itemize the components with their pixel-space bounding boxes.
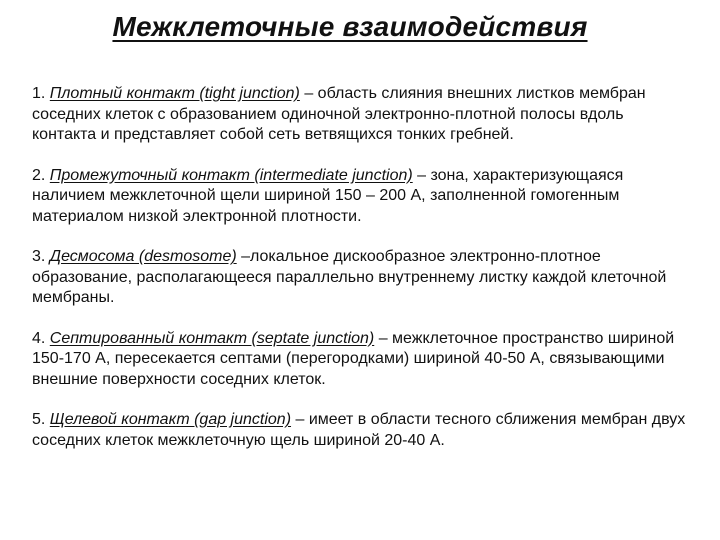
list-item-desmosome	[32, 247, 692, 309]
item-number: 5.	[32, 411, 50, 428]
list-item-intermediate-junction	[32, 166, 692, 228]
item-term: Промежуточный контакт (intermediate junction)	[49, 166, 413, 184]
item-number: 1.	[32, 85, 50, 102]
junction-list	[32, 84, 692, 471]
slide-title: Межклеточные взаимодействия	[112, 11, 588, 42]
item-number: 4.	[32, 329, 50, 347]
item-description: – зона, характеризующаяся наличием межклеточной щели шириной 150 – 200 А, заполненной гомогенным материалом низкой электронной плотности.	[32, 166, 624, 225]
item-term: Щелевой контакт (gap junction)	[49, 411, 292, 428]
list-item-tight-junction	[32, 84, 692, 146]
item-number: 2.	[32, 166, 50, 184]
item-description: –локальное дискообразное электронно-плотное образование, располагающееся параллельно внутреннему листку каждой клеточной мембраны.	[32, 248, 667, 306]
item-description: – межклеточное пространство шириной 150-170 А, пересекается септами (перегородками) шириной 40-50 А, связывающими внешние поверхности соседних клеток.	[32, 329, 675, 388]
list-item-gap-junction	[32, 410, 692, 451]
item-number: 3.	[32, 248, 50, 265]
item-term: Септированный контакт (septate junction)	[49, 329, 375, 347]
item-description: – имеет в области тесного сближения мембран двух соседних клеток межклеточную щель шириной 20-40 А.	[32, 411, 686, 449]
list-item-septate-junction	[32, 329, 692, 391]
item-description: – область слияния внешних листков мембран соседних клеток с образованием одиночной электронно-плотной полосы вдоль контакта и представляет собой сеть ветвящихся тонких гребней.	[32, 85, 646, 143]
item-term: Плотный контакт (tight junction)	[49, 85, 300, 102]
item-term: Десмосома (desmosome)	[49, 248, 237, 265]
